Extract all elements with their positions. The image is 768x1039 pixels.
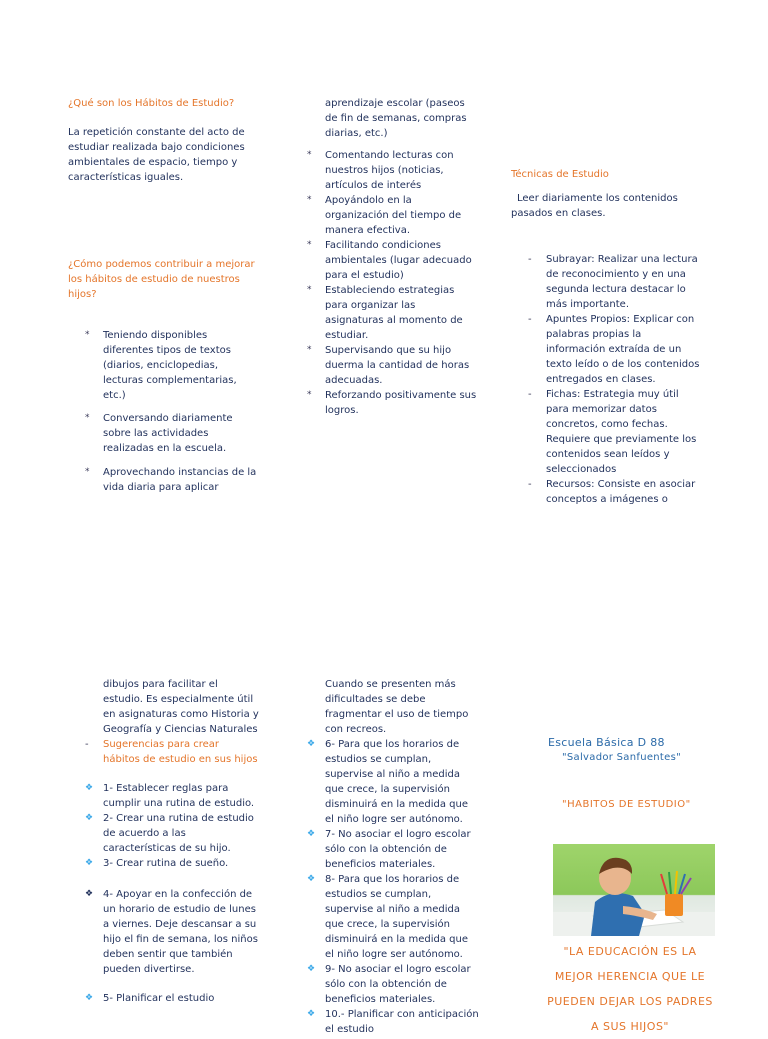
list-item: ❖ 2- Crear una rutina de estudio de acuerdo a las características de su hijo. [103, 811, 259, 856]
continuation-text: dibujos para facilitar el estudio. Es especialmente útil en asignaturas como Historia y Geografía y Ciencias Naturales [103, 679, 259, 735]
suggestions-heading: - Sugerencias para crear hábitos de estudio en sus hijos [103, 737, 259, 767]
contribute-list [103, 328, 259, 495]
list-item: ❖ 4- Apoyar en la confección de un horario de estudio de lunes a viernes. Deje descansar a su hijo el fin de semana, los niños deben sentir que también pueden divertirse. [103, 887, 259, 977]
list-item: - Fichas: Estrategia muy útil para memorizar datos concretos, como fechas. Requiere que previamente los contenidos sean leídos y seleccionados [546, 387, 702, 477]
list-item: ❖ 3- Crear rutina de sueño. [103, 856, 259, 871]
child-studying-photo [553, 844, 715, 936]
quote-line: "LA EDUCACIÓN ES LA [563, 945, 697, 958]
heading-what-are-habits: ¿Qué son los Hábitos de Estudio? [68, 98, 235, 109]
school-name: "Salvador Sanfuentes" [562, 752, 681, 763]
list-item: * Estableciendo estrategias para organizar las asignaturas al momento de estudiar. [325, 283, 477, 343]
cover-title [562, 797, 712, 812]
brochure-title: "HABITOS DE ESTUDIO" [562, 799, 691, 810]
panel-study-techniques [511, 167, 701, 221]
panel-habits-definition [68, 96, 258, 185]
quote-line: PUEDEN DEJAR LOS PADRES [547, 995, 713, 1008]
list-item: - Recursos: Consiste en asociar conceptos a imágenes o [546, 477, 702, 507]
list-item: * Teniendo disponibles diferentes tipos de textos (diarios, enciclopedias, lecturas complementarias, etc.) [103, 328, 259, 403]
list-item: ❖ 8- Para que los horarios de estudios se cumplan, supervise al niño a medida que crece, la supervisión disminuirá en la medida que el niño logre ser autónomo. [325, 872, 479, 962]
list-item: ❖ 6- Para que los horarios de estudios se cumplan, supervise al niño a medida que crece, la supervisión disminuirá en la medida que el niño logre ser autónomo. [325, 737, 479, 827]
list-item: * Apoyándolo en la organización del tiempo de manera efectiva. [325, 193, 477, 238]
heading-how-contribute: ¿Cómo podemos contribuir a mejorar los hábitos de estudio de nuestros hijos? [68, 259, 255, 300]
techniques-list [546, 252, 702, 507]
heading-study-techniques: Técnicas de Estudio [511, 169, 609, 180]
cover-quote [520, 939, 740, 1039]
school-label: Escuela Básica D 88 [548, 736, 665, 749]
child-studying-illustration [553, 844, 715, 936]
list-item: * Conversando diariamente sobre las actividades realizadas en la escuela. [103, 411, 259, 456]
cover-school [548, 735, 728, 765]
quote-line: A SUS HIJOS" [591, 1020, 669, 1033]
list-item: ❖ 10.- Planificar con anticipación el estudio [325, 1007, 479, 1037]
list-item: * Reforzando positivamente sus logros. [325, 388, 477, 418]
list-item: ❖ 9- No asociar el logro escolar sólo con la obtención de beneficios materiales. [325, 962, 479, 1007]
techniques-intro: Leer diariamente los contenidos pasados en clases. [511, 193, 678, 219]
list-item: - Subrayar: Realizar una lectura de reconocimiento y en una segunda lectura destacar lo más importante. [546, 252, 702, 312]
list-item: * Comentando lecturas con nuestros hijos (noticias, artículos de interés [325, 148, 477, 193]
continuation-text: Cuando se presenten más dificultades se debe fragmentar el uso de tiempo con recreos. [325, 679, 469, 735]
list-item: - Apuntes Propios: Explicar con palabras propias la información extraída de un texto leído o de los contenidos entregados en clases. [546, 312, 702, 387]
list-item: ❖ 5- Planificar el estudio [103, 991, 259, 1006]
quote-line: MEJOR HERENCIA QUE LE [554, 970, 706, 983]
panel-suggestions [103, 677, 259, 1006]
definition-paragraph: La repetición constante del acto de estudiar realizada bajo condiciones ambientales de espacio, tiempo y características iguales. [68, 127, 245, 183]
list-item: * Aprovechando instancias de la vida diaria para aplicar [103, 465, 259, 495]
continuation-text: aprendizaje escolar (paseos de fin de semanas, compras diarias, etc.) [325, 98, 467, 139]
panel-suggestions-continued [325, 677, 479, 1037]
list-item: * Supervisando que su hijo duerma la cantidad de horas adecuadas. [325, 343, 477, 388]
panel-contribute-continued [325, 96, 477, 418]
panel-how-to-contribute [68, 257, 258, 302]
list-item: ❖ 1- Establecer reglas para cumplir una rutina de estudio. [103, 781, 259, 811]
list-item: ❖ 7- No asociar el logro escolar sólo con la obtención de beneficios materiales. [325, 827, 479, 872]
list-item: * Facilitando condiciones ambientales (lugar adecuado para el estudio) [325, 238, 477, 283]
